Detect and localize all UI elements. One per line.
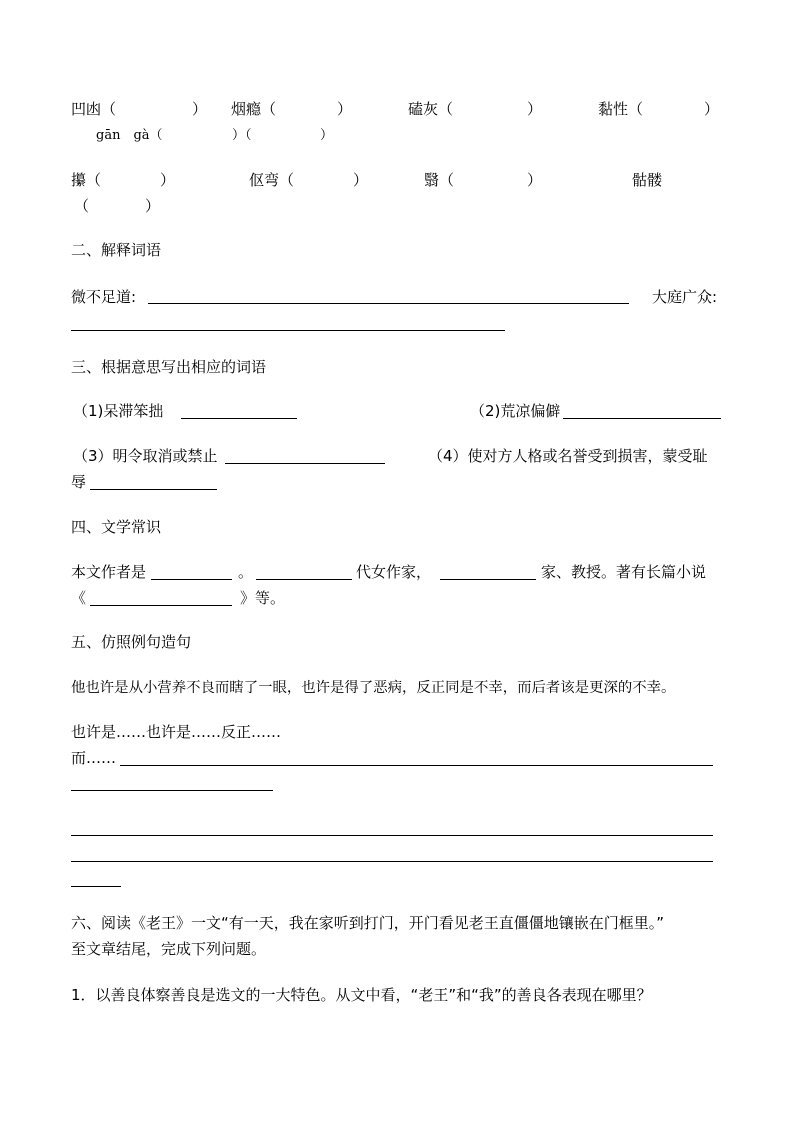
answer-blank[interactable] — [181, 418, 297, 419]
word-item: 伛弯（ — [249, 171, 295, 189]
answer-blank[interactable] — [120, 765, 713, 766]
word-item: 骷髅 — [632, 171, 663, 189]
word-paren-open: （ — [74, 197, 90, 215]
answer-blank[interactable] — [71, 886, 121, 887]
fill-text: 代女作家， — [356, 563, 432, 581]
word-item: 攥（ — [71, 171, 102, 189]
answer-blank[interactable] — [151, 579, 232, 580]
question-text: （4）使对方人格或名誉受到损害，蒙受耻 — [428, 447, 708, 465]
question-text: 1．以善良体察善良是选文的一大特色。从文中看，“老王”和“我”的善良各表现在哪里？ — [71, 986, 652, 1004]
example-sentence: 他也许是从小营养不良而瞎了一眼，也许是得了恶病，反正同是不幸，而后者该是更深的不幸。 — [71, 680, 676, 696]
word-paren-close: ） — [192, 100, 208, 118]
answer-blank[interactable] — [90, 489, 217, 490]
section-heading: 二、解释词语 — [71, 241, 162, 259]
fill-text: 《 — [71, 589, 87, 607]
word-item: 烟瘾（ — [231, 100, 277, 118]
word-paren-close: ） — [527, 171, 543, 189]
fill-text: 家、教授。著有长篇小说 — [541, 563, 707, 581]
pinyin-item: gān gà（ — [96, 128, 163, 143]
question-text: （2)荒凉偏僻 — [470, 402, 561, 420]
word-item: 磕灰（ — [408, 100, 454, 118]
answer-blank[interactable] — [440, 579, 536, 580]
sentence-pattern: 也许是……也许是……反正…… — [71, 723, 282, 741]
word-paren-close: ） — [353, 171, 369, 189]
term-label: 微不足道: — [71, 288, 137, 306]
section-heading: 六、阅读《老王》一文“有一天，我在家听到打门，开门看见老王直僵僵地镶嵌在门框里。” — [71, 914, 665, 932]
answer-blank[interactable] — [563, 418, 721, 419]
fill-text: 。 — [238, 563, 254, 581]
word-paren-close: ） — [145, 197, 161, 215]
answer-blank[interactable] — [71, 835, 713, 836]
question-text: （1)呆滞笨拙 — [73, 402, 164, 420]
answer-blank[interactable] — [90, 605, 232, 606]
section-heading: 三、根据意思写出相应的词语 — [71, 358, 267, 376]
question-text: （3）明令取消或禁止 — [73, 447, 218, 465]
answer-blank[interactable] — [256, 579, 352, 580]
section-heading: 至文章结尾，完成下列问题。 — [71, 940, 267, 958]
term-label: 大庭广众: — [652, 288, 718, 306]
answer-blank[interactable] — [71, 330, 505, 331]
pinyin-paren: ） — [320, 128, 334, 143]
answer-blank[interactable] — [225, 463, 385, 464]
section-heading: 四、文学常识 — [71, 518, 162, 536]
word-paren-close: ） — [160, 171, 176, 189]
question-text: 辱 — [71, 473, 87, 491]
pinyin-paren: ）（ — [232, 128, 252, 143]
answer-blank[interactable] — [148, 303, 629, 304]
word-item: 凹凼（ — [71, 100, 117, 118]
word-paren-close: ） — [527, 100, 543, 118]
sentence-pattern: 而…… — [71, 749, 117, 767]
word-item: 翳（ — [424, 171, 455, 189]
word-paren-close: ） — [337, 100, 353, 118]
word-paren-close: ） — [704, 100, 720, 118]
fill-text: 本文作者是 — [71, 563, 147, 581]
section-heading: 五、仿照例句造句 — [71, 633, 192, 651]
word-item: 黏性（ — [598, 100, 644, 118]
fill-text: 》等。 — [240, 589, 286, 607]
answer-blank[interactable] — [71, 861, 713, 862]
answer-blank[interactable] — [71, 790, 273, 791]
